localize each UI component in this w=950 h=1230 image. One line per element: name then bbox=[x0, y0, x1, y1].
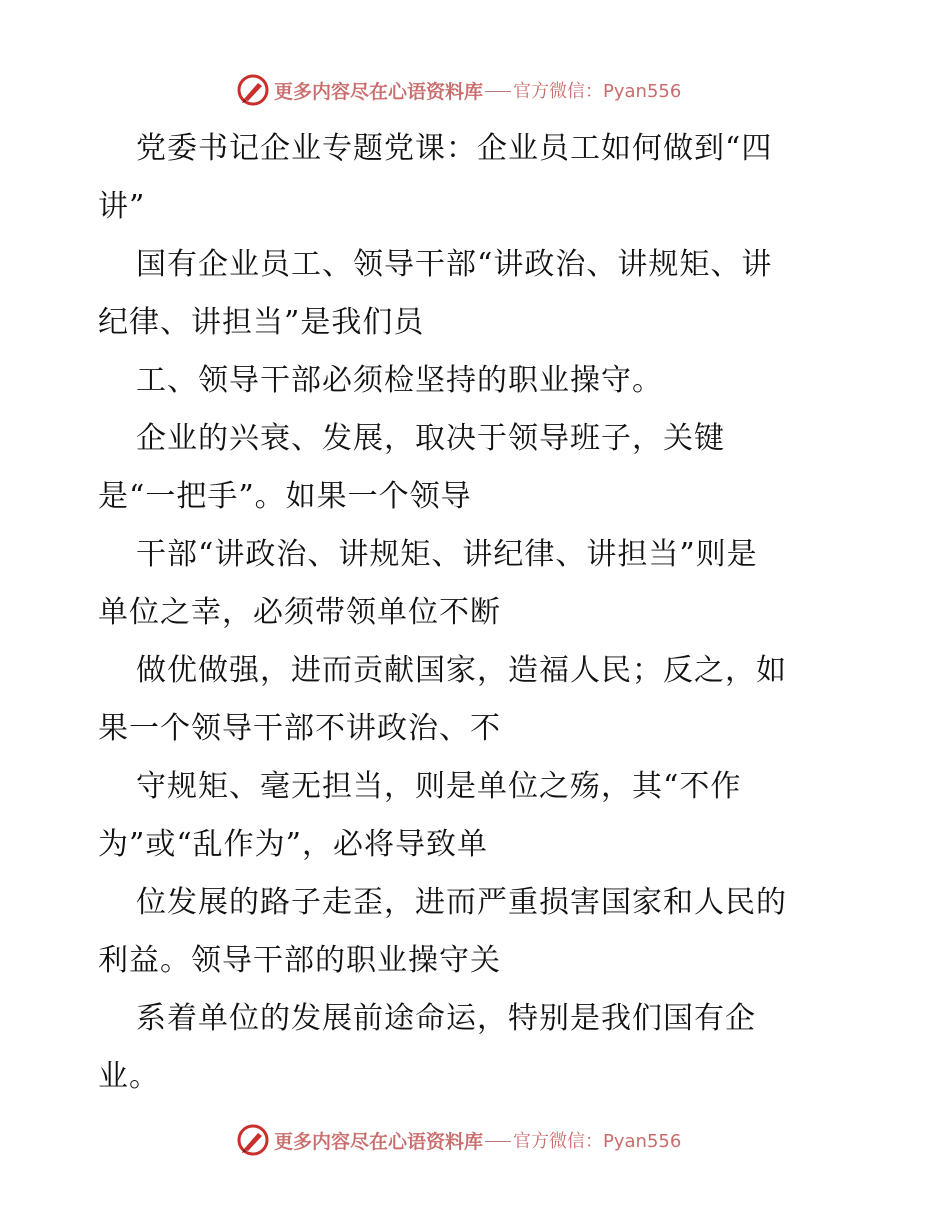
text-line: 党委书记企业专题党课：企业员工如何做到“四 bbox=[136, 131, 773, 166]
text-line: 做优做强，进而贡献国家，造福人民；反之，如 bbox=[136, 653, 787, 688]
pen-logo-icon bbox=[236, 73, 270, 107]
banner-contact: 官方微信：Pyan556 bbox=[513, 1131, 682, 1152]
text-line: 系着单位的发展前途命运，特别是我们国有企 bbox=[136, 1001, 756, 1036]
text-line: 守规矩、毫无担当，则是单位之殇，其“不作 bbox=[136, 769, 742, 804]
banner-contact: 官方微信：Pyan556 bbox=[513, 81, 682, 102]
text-line: 是“一把手”。如果一个领导 bbox=[98, 479, 472, 514]
text-line: 工、领导干部必须检坚持的职业操守。 bbox=[136, 363, 663, 398]
text-line: 讲” bbox=[98, 189, 146, 224]
header-banner bbox=[236, 72, 756, 108]
document-body bbox=[98, 120, 858, 1106]
text-line: 业。 bbox=[98, 1059, 160, 1094]
banner-brand: 更多内容尽在心语资料库 bbox=[274, 1130, 484, 1153]
banner-brand: 更多内容尽在心语资料库 bbox=[274, 80, 484, 103]
text-line: 单位之幸，必须带领单位不断 bbox=[98, 595, 501, 630]
text-line: 为”或“乱作为”，必将导致单 bbox=[98, 827, 489, 862]
text-line: 国有企业员工、领导干部“讲政治、讲规矩、讲 bbox=[136, 247, 773, 282]
text-line: 利益。领导干部的职业操守关 bbox=[98, 943, 501, 978]
banner-dash bbox=[485, 1141, 511, 1142]
text-line: 位发展的路子走歪，进而严重损害国家和人民的 bbox=[136, 885, 787, 920]
pen-logo-icon bbox=[236, 1123, 270, 1157]
text-line: 干部“讲政治、讲规矩、讲纪律、讲担当”则是 bbox=[136, 537, 758, 572]
text-line: 纪律、讲担当”是我们员 bbox=[98, 305, 425, 340]
footer-banner bbox=[236, 1122, 756, 1158]
banner-dash bbox=[485, 91, 511, 92]
text-line: 企业的兴衰、发展，取决于领导班子，关键 bbox=[136, 421, 725, 456]
text-line: 果一个领导干部不讲政治、不 bbox=[98, 711, 501, 746]
